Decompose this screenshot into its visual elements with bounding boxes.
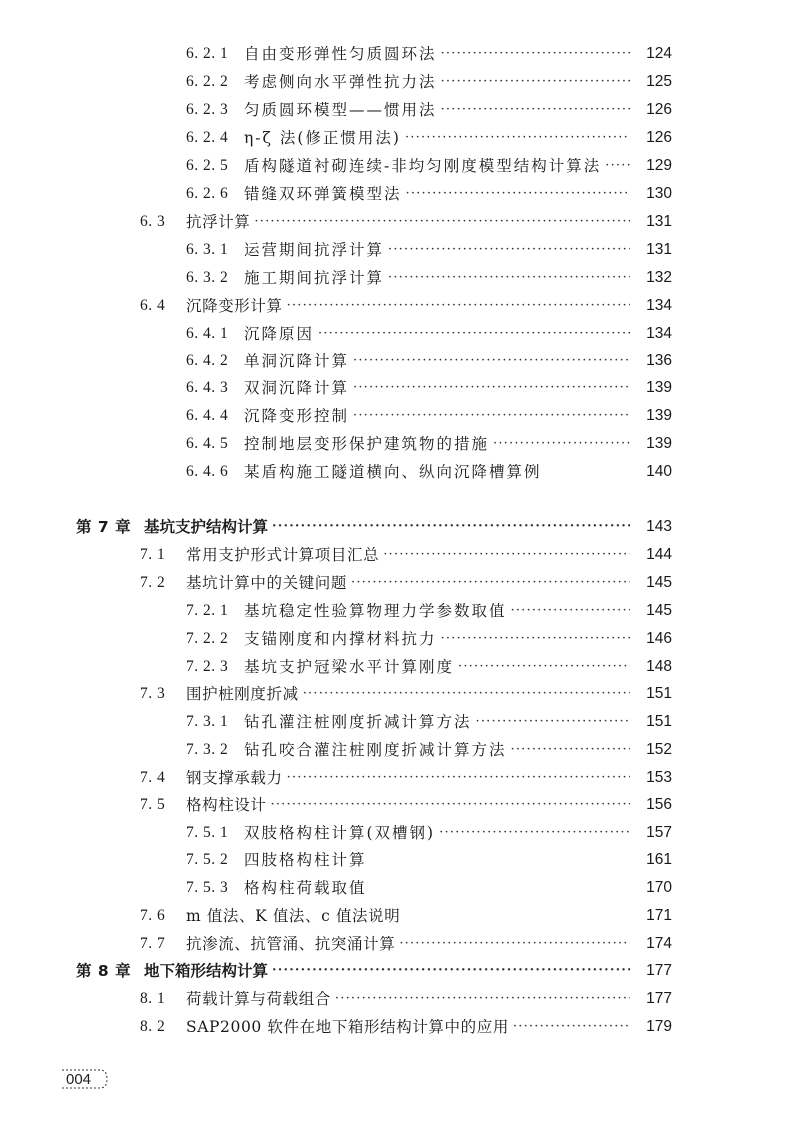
toc-entry[interactable] (0, 543, 790, 567)
section-number: 7. 7 (140, 935, 166, 952)
toc-entry[interactable] (0, 710, 790, 734)
section-number: 7. 5. 3 (186, 879, 229, 896)
leader-dots (439, 821, 630, 845)
section-number: 7. 2. 1 (186, 602, 229, 619)
section-title: 考虑侧向水平弹性抗力法 (244, 73, 437, 91)
leader-dots (511, 599, 630, 623)
leader-dots (351, 571, 630, 595)
section-number: 7. 2. 3 (186, 658, 229, 675)
section-title: 基坑稳定性验算物理力学参数取值 (244, 602, 507, 620)
toc-entry[interactable] (0, 42, 790, 66)
section-number: 6. 2. 5 (186, 157, 229, 174)
toc-entry[interactable] (0, 571, 790, 595)
page-number: 139 (646, 407, 672, 424)
page-number: 125 (646, 73, 672, 90)
page-number: 126 (646, 129, 672, 146)
section-number: 7. 3. 1 (186, 713, 229, 730)
toc-entry[interactable] (0, 848, 790, 872)
leader-dots (287, 294, 630, 318)
section-title: 运营期间抗浮计算 (244, 241, 385, 259)
toc-entry[interactable] (0, 294, 790, 318)
section-title: 匀质圆环模型——惯用法 (244, 101, 437, 119)
page-number: 139 (646, 435, 672, 452)
page-number: 134 (646, 297, 672, 314)
toc-entry[interactable] (0, 793, 790, 817)
toc-entry[interactable] (0, 126, 790, 150)
toc-entry[interactable] (0, 876, 790, 900)
leader-dots (335, 987, 630, 1011)
page-number: 177 (646, 962, 672, 979)
section-number: 6. 4. 4 (186, 407, 229, 424)
chapter-number: 第 8 章 (76, 962, 132, 980)
toc-chapter-entry[interactable] (0, 959, 790, 983)
section-title: 沉降变形控制 (244, 407, 350, 425)
section-title: 双肢格构柱计算(双槽钢) (244, 824, 436, 842)
section-number: 6. 2. 1 (186, 45, 229, 62)
toc-entry[interactable] (0, 238, 790, 262)
page-number: 179 (646, 1018, 672, 1035)
section-title: 支锚刚度和内撑材料抗力 (244, 630, 437, 648)
page-number: 174 (646, 935, 672, 952)
section-number: 6. 4. 5 (186, 435, 229, 452)
section-title: 盾构隧道衬砌连续-非均匀刚度模型结构计算法 (244, 157, 602, 175)
section-title: 钻孔咬合灌注桩刚度折减计算方法 (244, 741, 507, 759)
leader-dots (353, 349, 630, 373)
toc-entry[interactable] (0, 460, 790, 484)
toc-entry[interactable] (0, 655, 790, 679)
section-number: 7. 1 (140, 546, 166, 563)
leader-dots (441, 70, 630, 94)
leader-dots (458, 655, 630, 679)
page-number: 170 (646, 879, 672, 896)
toc-entry[interactable] (0, 70, 790, 94)
toc-entry[interactable] (0, 376, 790, 400)
section-title: 控制地层变形保护建筑物的措施 (244, 435, 490, 453)
toc-entry[interactable] (0, 904, 790, 928)
page-number: 139 (646, 379, 672, 396)
section-title: 基坑计算中的关键问题 (186, 574, 348, 592)
page-number: 143 (646, 518, 672, 535)
page-number: 171 (646, 907, 672, 924)
leader-dots (511, 738, 630, 762)
leader-dots (493, 432, 630, 456)
section-title: 自由变形弹性匀质圆环法 (244, 45, 437, 63)
section-number: 8. 2 (140, 1018, 166, 1035)
page-number: 145 (646, 602, 672, 619)
toc-entry[interactable] (0, 266, 790, 290)
toc-entry[interactable] (0, 432, 790, 456)
page-number: 161 (646, 851, 672, 868)
section-title: 双洞沉降计算 (244, 379, 350, 397)
leader-dots (388, 238, 630, 262)
toc-entry[interactable] (0, 322, 790, 346)
section-title: 施工期间抗浮计算 (244, 269, 385, 287)
page-number: 134 (646, 325, 672, 342)
section-title: 错缝双环弹簧模型法 (244, 185, 402, 203)
section-title: m 值法、K 值法、c 值法说明 (186, 907, 401, 925)
leader-dots (476, 710, 630, 734)
section-number: 6. 4. 2 (186, 352, 229, 369)
chapter-number: 第 7 章 (76, 518, 132, 536)
page-number: 136 (646, 352, 672, 369)
section-number: 6. 4. 3 (186, 379, 229, 396)
section-title: 沉降变形计算 (186, 297, 283, 315)
leader-dots (605, 154, 630, 178)
section-title: 格构柱荷载取值 (244, 879, 367, 897)
section-number: 6. 3. 1 (186, 241, 229, 258)
toc-entry[interactable] (0, 98, 790, 122)
toc-entry[interactable] (0, 599, 790, 623)
leader-dots (287, 766, 630, 790)
toc-entry[interactable] (0, 210, 790, 234)
page-number: 124 (646, 45, 672, 62)
leader-dots (272, 959, 630, 983)
section-number: 7. 6 (140, 907, 166, 924)
section-number: 7. 4 (140, 769, 166, 786)
toc-entry[interactable] (0, 738, 790, 762)
leader-dots (513, 1015, 630, 1039)
section-number: 6. 2. 6 (186, 185, 229, 202)
leader-dots (406, 182, 630, 206)
page-number: 131 (646, 213, 672, 230)
toc-entry[interactable] (0, 987, 790, 1011)
page-number: 156 (646, 796, 672, 813)
page-number: 145 (646, 574, 672, 591)
page-number: 157 (646, 824, 672, 841)
page-number: 130 (646, 185, 672, 202)
section-title: 常用支护形式计算项目汇总 (186, 546, 380, 564)
page-number: 132 (646, 269, 672, 286)
folio-number: 004 (66, 1071, 92, 1088)
toc-entry[interactable] (0, 627, 790, 651)
section-title: η-ζ 法(修正惯用法) (244, 129, 401, 147)
toc-entry[interactable] (0, 1015, 790, 1039)
section-number: 7. 2 (140, 574, 166, 591)
section-title: 某盾构施工隧道横向、纵向沉降槽算例 (244, 463, 542, 481)
chapter-title: 地下箱形结构计算 (144, 962, 269, 980)
section-number: 6. 2. 2 (186, 73, 229, 90)
leader-dots (405, 126, 630, 150)
section-number: 7. 2. 2 (186, 630, 229, 647)
leader-dots (271, 793, 630, 817)
toc-entry[interactable] (0, 182, 790, 206)
page-number: 151 (646, 713, 672, 730)
section-number: 7. 5 (140, 796, 166, 813)
page-number: 131 (646, 241, 672, 258)
page-number: 144 (646, 546, 672, 563)
leader-dots (272, 515, 630, 539)
section-title: 基坑支护冠梁水平计算刚度 (244, 658, 455, 676)
toc-entry[interactable] (0, 682, 790, 706)
page-number: 151 (646, 685, 672, 702)
section-number: 6. 3 (140, 213, 166, 230)
toc-entry[interactable] (0, 404, 790, 428)
section-title: 单洞沉降计算 (244, 352, 350, 370)
toc-entry[interactable] (0, 349, 790, 373)
section-number: 7. 5. 2 (186, 851, 229, 868)
toc-chapter-entry[interactable] (0, 515, 790, 539)
section-title: 钢支撑承载力 (186, 769, 283, 787)
section-title: 抗渗流、抗管涌、抗突涌计算 (186, 935, 396, 953)
section-title: SAP2000 软件在地下箱形结构计算中的应用 (186, 1018, 509, 1036)
toc-entry[interactable] (0, 766, 790, 790)
section-title: 格构柱设计 (186, 796, 267, 814)
section-title: 抗浮计算 (186, 213, 251, 231)
leader-dots (254, 210, 630, 234)
leader-dots (383, 543, 630, 567)
leader-dots (353, 376, 630, 400)
page-number: 140 (646, 463, 672, 480)
section-title: 钻孔灌注桩刚度折减计算方法 (244, 713, 472, 731)
page-number: 177 (646, 990, 672, 1007)
page-number: 152 (646, 741, 672, 758)
toc-entry[interactable] (0, 821, 790, 845)
section-title: 沉降原因 (244, 325, 315, 343)
section-number: 7. 5. 1 (186, 824, 229, 841)
toc-entry[interactable] (0, 154, 790, 178)
page-number: 129 (646, 157, 672, 174)
section-number: 6. 2. 4 (186, 129, 229, 146)
section-title: 四肢格构柱计算 (244, 851, 367, 869)
page-number: 153 (646, 769, 672, 786)
page-number: 148 (646, 658, 672, 675)
leader-dots (303, 682, 630, 706)
leader-dots (388, 266, 630, 290)
page-number: 146 (646, 630, 672, 647)
section-number: 6. 4. 6 (186, 463, 229, 480)
leader-dots (441, 42, 630, 66)
leader-dots (318, 322, 630, 346)
section-number: 8. 1 (140, 990, 166, 1007)
toc-entry[interactable] (0, 932, 790, 956)
leader-dots (441, 98, 630, 122)
chapter-title: 基坑支护结构计算 (144, 518, 269, 536)
section-title: 围护桩刚度折减 (186, 685, 299, 703)
section-title: 荷载计算与荷载组合 (186, 990, 331, 1008)
section-number: 7. 3. 2 (186, 741, 229, 758)
section-number: 6. 3. 2 (186, 269, 229, 286)
page-folio (60, 1066, 110, 1092)
page-number: 126 (646, 101, 672, 118)
section-number: 6. 2. 3 (186, 101, 229, 118)
leader-dots (353, 404, 630, 428)
section-number: 6. 4 (140, 297, 166, 314)
section-number: 7. 3 (140, 685, 166, 702)
section-number: 6. 4. 1 (186, 325, 229, 342)
leader-dots (441, 627, 630, 651)
leader-dots (399, 932, 630, 956)
